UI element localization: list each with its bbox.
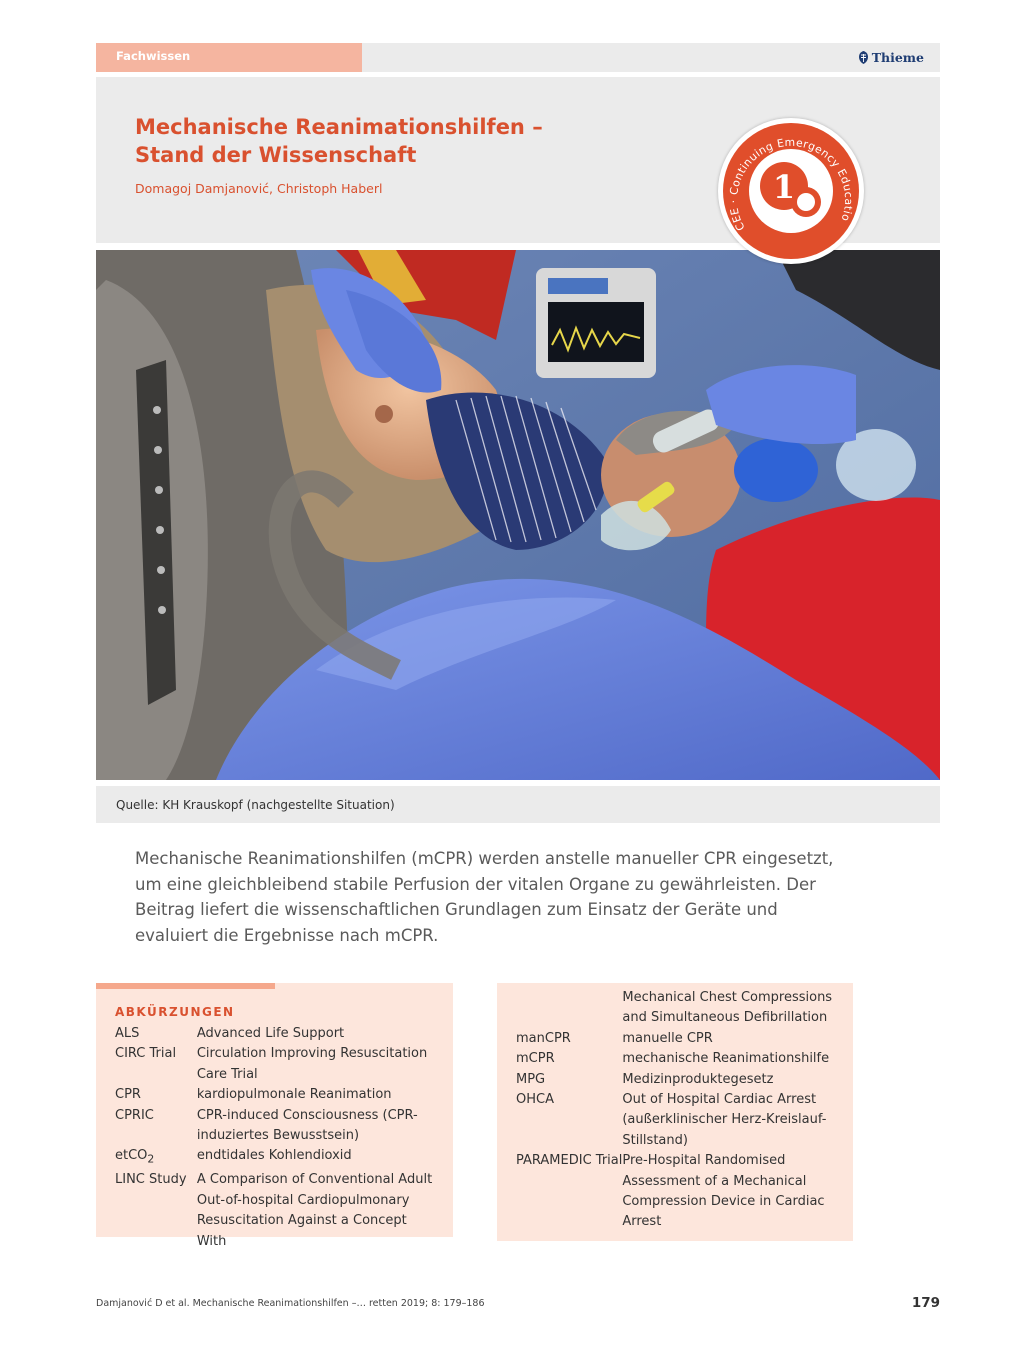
abbreviation-term bbox=[516, 1029, 622, 1049]
abbreviation-term-text: manCPR bbox=[516, 1030, 571, 1046]
abbreviation-term-text: CPR bbox=[115, 1087, 141, 1103]
abbreviation-term-text: CPRIC bbox=[115, 1107, 154, 1123]
abbreviation-term bbox=[516, 1070, 622, 1090]
abbreviation-definition: endtidales Kohlendioxid bbox=[196, 1148, 352, 1164]
abbreviation-term bbox=[115, 1106, 197, 1147]
abbreviation-term bbox=[516, 1090, 622, 1151]
abbreviation-definition: manuelle CPR bbox=[622, 1030, 713, 1046]
abbreviations-heading: ABKÜRZUNGEN bbox=[115, 1005, 235, 1019]
abbreviation-term bbox=[115, 1044, 197, 1085]
abbreviation-definition: mechanische Reanimationshilfe bbox=[622, 1051, 830, 1067]
thieme-emblem-icon bbox=[858, 51, 869, 64]
abbreviation-term-text: mCPR bbox=[516, 1051, 555, 1067]
abbreviation-term-text: PARAMEDIC Trial bbox=[516, 1153, 623, 1169]
abbreviation-term bbox=[516, 1049, 622, 1069]
abbreviations-box-right bbox=[497, 983, 853, 1241]
publisher-name: Thieme bbox=[871, 50, 924, 65]
abbreviation-definition: Circulation Improving Resuscitation Care Trial bbox=[196, 1046, 428, 1082]
abbreviation-definition: CPR-induced Consciousness (CPR-induziertes Bewusstsein) bbox=[196, 1107, 418, 1144]
section-tag: Fachwissen bbox=[96, 43, 362, 72]
abbreviation-row bbox=[516, 1029, 835, 1049]
abbreviation-term bbox=[115, 1170, 197, 1252]
abbreviation-term-text: etCO bbox=[115, 1148, 148, 1164]
photo-caption: Quelle: KH Krauskopf (nachgestellte Situation) bbox=[96, 786, 940, 823]
footer-citation: Damjanović D et al. Mechanische Reanimationshilfen –… retten 2019; 8: 179–186 bbox=[96, 1298, 485, 1309]
article-title-line-2: Stand der Wissenschaft bbox=[135, 143, 417, 167]
cpr-scene-illustration bbox=[96, 250, 940, 780]
abbreviation-term-text: MPG bbox=[516, 1071, 546, 1087]
abbreviation-row bbox=[516, 1049, 835, 1069]
abbreviation-term bbox=[115, 1024, 197, 1044]
article-title-line-1: Mechanische Reanimationshilfen – bbox=[135, 115, 543, 139]
abbreviations-table-left bbox=[115, 1024, 435, 1252]
abbreviation-term-text: CIRC Trial bbox=[115, 1046, 177, 1062]
abbreviation-term-text: ALS bbox=[115, 1026, 140, 1041]
abbreviation-definition: A Comparison of Conventional Adult Out-of-hospital Cardiopulmonary Resuscitation Against a Concept With bbox=[196, 1172, 433, 1249]
abbreviation-row bbox=[516, 1070, 835, 1090]
abbreviation-row bbox=[115, 1044, 435, 1085]
abbreviation-term-text: LINC Study bbox=[115, 1172, 187, 1188]
abbreviation-row bbox=[516, 988, 835, 1029]
abbreviation-row bbox=[516, 1090, 835, 1151]
article-title bbox=[135, 113, 655, 169]
abbreviation-definition: Advanced Life Support bbox=[196, 1026, 345, 1041]
lead-paragraph: Mechanische Reanimationshilfen (mCPR) werden anstelle manueller CPR eingesetzt, um eine gleichbleibend stabile Perfusion der vitalen Organe zu gewährleisten. Der Beitrag liefert die wissenschaftlichen Grundlagen zum Einsatz der Geräte und evaluiert die Ergebnisse nach mCPR. bbox=[135, 849, 834, 945]
abbreviation-definition: kardiopulmonale Reanimation bbox=[196, 1087, 392, 1103]
publisher-logo bbox=[858, 50, 924, 65]
abbreviation-row bbox=[115, 1170, 435, 1252]
abbreviation-definition: Mechanical Chest Compressions and Simultaneous Defibrillation bbox=[622, 990, 833, 1026]
abbreviation-term bbox=[516, 988, 622, 1029]
article-authors: Domagoj Damjanović, Christoph Haberl bbox=[135, 181, 383, 196]
abbreviation-term bbox=[516, 1151, 622, 1233]
cee-badge-number: 1 bbox=[772, 168, 796, 206]
abbreviation-subscript: 2 bbox=[147, 1153, 155, 1167]
top-bar bbox=[96, 43, 940, 72]
abbreviation-term-text: OHCA bbox=[516, 1092, 554, 1108]
cee-badge bbox=[718, 118, 864, 264]
article-photo bbox=[96, 250, 940, 780]
abbreviation-row bbox=[516, 1151, 835, 1233]
abbreviation-term bbox=[115, 1146, 197, 1170]
abbreviation-definition: Out of Hospital Cardiac Arrest (außerklinischer Herz-Kreislauf-Stillstand) bbox=[622, 1092, 827, 1148]
abbreviation-definition: Pre-Hospital Randomised Assessment of a Mechanical Compression Device in Cardiac Arrest bbox=[622, 1153, 825, 1230]
page-number: 179 bbox=[911, 1295, 940, 1311]
abbreviation-row bbox=[115, 1024, 435, 1044]
cee-badge-graphic bbox=[718, 118, 864, 264]
abbreviation-row bbox=[115, 1146, 435, 1170]
abbreviations-box-left bbox=[96, 983, 453, 1249]
abbreviations-table-right bbox=[516, 988, 835, 1233]
abbreviation-row bbox=[115, 1106, 435, 1147]
abbreviation-definition: Medizinproduktegesetz bbox=[622, 1071, 774, 1087]
abbreviations-accent-bar bbox=[96, 983, 275, 989]
abbreviation-row bbox=[115, 1085, 435, 1105]
cee-arc-text: CEE · Continuing Emergency Educatio bbox=[727, 135, 856, 233]
abbreviation-term bbox=[115, 1085, 197, 1105]
